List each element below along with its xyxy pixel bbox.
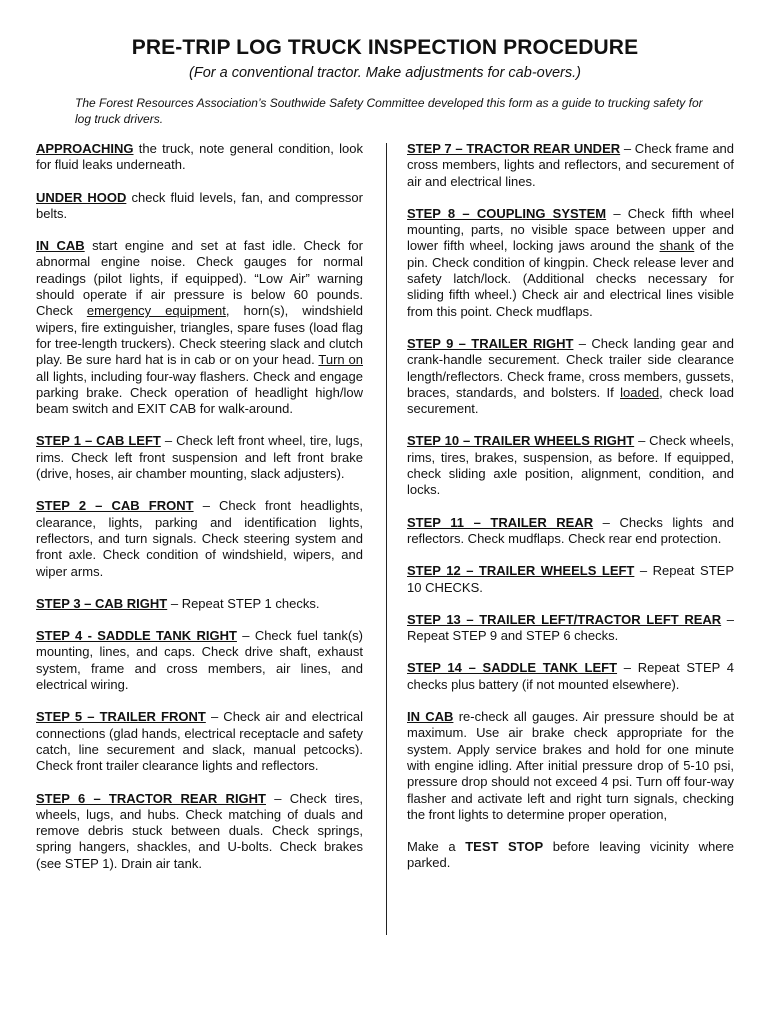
section-heading: IN CAB [407,709,454,725]
section-step-14 [407,660,734,693]
section-test-stop [407,839,734,872]
underlined-text: loaded [620,384,660,400]
section-step-2 [36,498,363,579]
section-step-7 [407,141,734,190]
section-heading: STEP 3 – CAB RIGHT [36,595,168,611]
page-subtitle: (For a conventional tractor. Make adjustments for cab-overs.) [189,65,581,81]
section-heading: STEP 13 – TRAILER LEFT/TRACTOR LEFT REAR [407,611,722,627]
section-text: – Repeat STEP 1 checks. [167,595,320,611]
section-heading: STEP 1 – CAB LEFT [36,433,161,449]
section-text: check fluid levels, fan, and compressor belts. [36,189,363,221]
section-heading: STEP 6 – TRACTOR REAR RIGHT [36,790,266,806]
section-text: before leaving vicinity where parked. [407,839,735,871]
section-text: – Repeat STEP 4 checks plus battery (if not mounted elsewhere). [407,660,734,692]
section-heading: STEP 9 – TRAILER RIGHT [407,335,574,351]
section-heading: STEP 8 – COUPLING SYSTEM [407,205,607,221]
section-step-11 [407,515,734,548]
section-text: – Repeat STEP 9 and STEP 6 checks. [407,611,734,644]
section-heading: STEP 5 – TRAILER FRONT [36,709,206,725]
bold-text: TEST STOP [465,839,544,855]
section-text: – Check fuel tank(s) mounting, lines, and caps. Check drive shaft, exhaust system, frame and cross members, air lines, and electrical wiring. [36,628,364,693]
intro-note: The Forest Resources Association’s Southwide Safety Committee developed this form as a guide to trucking safety for log truck drivers. [75,96,703,126]
section-step-9 [407,336,734,417]
section-approaching [36,141,363,174]
section-in-cab [36,238,363,417]
underlined-text: emergency equipment [86,303,226,319]
section-heading: UNDER HOOD [36,189,127,205]
section-under-hood [36,190,363,223]
section-step-10 [407,433,734,498]
underlined-text: shank [659,238,695,254]
section-heading: STEP 7 – TRACTOR REAR UNDER [407,141,621,156]
section-text: re-check all gauges. Air pressure should be at maximum. Use air brake check appropriate for the system. Apply service brakes and hold for one minute with engine idling. After initial pressure drop of 5-10 psi, pressure drop should not exceed 4 psi. Turn off four-way flasher and activate left and right turn signals, checking the front lights to determine proper operation, [407,709,735,822]
section-heading: APPROACHING [36,141,134,156]
section-text: – Check air and electrical connections (glad hands, electrical receptacle and safety catch, line securement and slack, manual petcocks). Check front trailer clearance lights and reflectors. [36,709,363,774]
section-text: – Check wheels, rims, tires, brakes, suspension, as before. If equipped, check sliding axle position, alignment, condition, and locks. [407,433,734,498]
section-heading: STEP 14 – SADDLE TANK LEFT [407,660,618,676]
section-text: – Check tires, wheels, lugs, and hubs. Check matching of duals and remove debris stuck between duals. Check springs, spring hangers, shackles, and U-bolts. Check brakes (see STEP 1). Drain air tank. [36,790,363,871]
section-heading: STEP 11 – TRAILER REAR [407,514,594,530]
right-column [407,141,734,888]
section-text: start engine and set at fast idle. Check for abnormal engine noise. Check gauges for normal readings (pilot lights, if equipped). “Low Air” warning should operate if air pressure is below 60 pounds. Check [36,238,363,319]
section-text: Make a [407,839,466,855]
page-title: PRE-TRIP LOG TRUCK INSPECTION PROCEDURE [131,36,639,59]
section-text: – Checks lights and reflectors. Check mudflaps. Check rear end protection. [407,514,734,546]
section-text: – Check left front wheel, tire, lugs, rims. Check left front suspension and left front brake (drive, hoses, air chamber mounting, slack adjusters). [36,433,363,482]
section-text: – Check landing gear and crank-handle securement. Check trailer side clearance length/reflectors. Check frame, cross members, gussets, braces, standards, and bolsters. If [407,335,734,400]
left-column [36,141,363,888]
section-heading: STEP 12 – TRAILER WHEELS LEFT [407,563,635,579]
section-text: the truck, note general condition, look for fluid leaks underneath. [36,141,363,173]
section-step-1 [36,433,363,482]
section-step-4 [36,628,363,693]
section-text: , check load securement. [407,384,734,417]
section-step-12 [407,563,734,596]
section-heading: STEP 10 – TRAILER WHEELS RIGHT [407,433,635,449]
underlined-text: Turn on [318,352,363,368]
section-step-6 [36,791,363,872]
section-step-5 [36,709,363,774]
section-heading: IN CAB [36,238,85,254]
section-text: – Repeat STEP 10 CHECKS. [407,563,734,595]
section-text: – Check frame and cross members, lights and reflectors, and securement of air and electrical lines. [407,141,735,189]
section-step-8 [407,206,734,320]
section-text: of the pin. Check condition of kingpin. Check release lever and safety latch/lock. (Additional checks necessary for sliding fifth wheel.) Check air and electrical lines visible from this point. Check mudflaps. [407,238,734,319]
section-text: , horn(s), windshield wipers, fire extinguisher, triangles, spare fuses (load flag for tree-length truckers). Check steering slack and clutch play. Be sure hard hat is in cab or on your head. [36,303,363,368]
section-step-3 [36,596,363,612]
section-text: – Check front headlights, clearance, lights, parking and identification lights, reflectors, and turn signals. Check steering system and front axle. Check condition of windshield, wipers, and wiper arms. [36,498,364,579]
section-text: all lights, including four-way flashers. Check and engage parking brake. Check operation of headlight high/low beam switch and EXIT CAB for walk-around. [36,368,363,417]
column-divider [386,143,387,935]
section-heading: STEP 2 – CAB FRONT [36,498,194,514]
section-in-cab-final [407,709,734,823]
section-heading: STEP 4 - SADDLE TANK RIGHT [36,628,237,644]
section-step-13 [407,612,734,645]
section-text: – Check fifth wheel mounting, parts, no visible space between upper and lower fifth wheel, locking jaws around the [407,205,734,254]
